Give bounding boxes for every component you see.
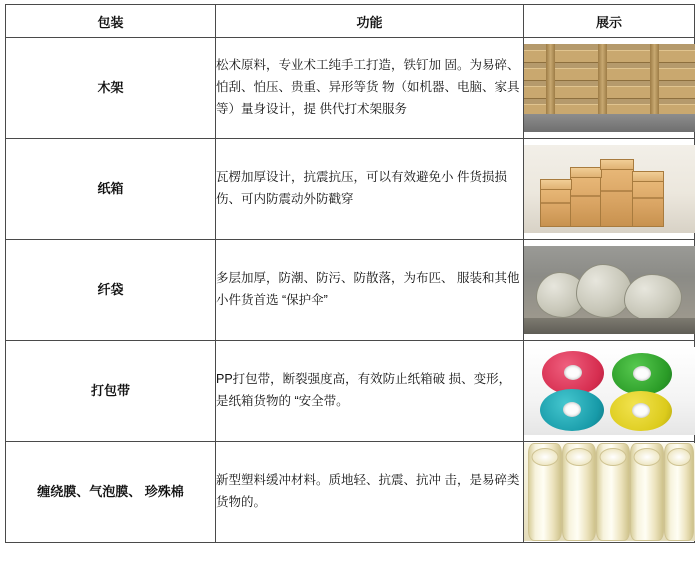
- table-row: [6, 240, 695, 341]
- table-row: [6, 38, 695, 139]
- column-header-display: 展示: [524, 5, 695, 38]
- packaging-display-carton: [524, 139, 695, 240]
- table-header-row: [6, 5, 695, 38]
- packaging-function-woven-bag: 多层加厚，防潮、防污、防散落，为布匹、 服装和其他小件货首选 “保护伞”: [216, 240, 524, 341]
- packaging-name-wood-crate: 木架: [6, 38, 216, 139]
- packaging-name-carton: 纸箱: [6, 139, 216, 240]
- packaging-name-pp-strap: 打包带: [6, 341, 216, 442]
- packaging-function-carton: 瓦楞加厚设计，抗震抗压，可以有效避免小 件货损损伤、可内防震动外防戳穿: [216, 139, 524, 240]
- table-row: [6, 139, 695, 240]
- carton-box-photo: [524, 145, 695, 233]
- table-header: [6, 5, 695, 38]
- packaging-display-woven-bag: [524, 240, 695, 341]
- packaging-function-pp-strap: PP打包带，断裂强度高，有效防止纸箱破 损、变形，是纸箱货物的 “安全带。: [216, 341, 524, 442]
- column-header-packaging: 包装: [6, 5, 216, 38]
- wooden-crate-photo: [524, 44, 695, 132]
- table-body: [6, 38, 695, 543]
- packaging-function-stretch-film: 新型塑料缓冲材料。质地轻、抗震、抗冲 击，是易碎类货物的。: [216, 442, 524, 543]
- stretch-film-roll-photo: [524, 443, 695, 541]
- packaging-display-pp-strap: [524, 341, 695, 442]
- packaging-display-stretch-film: [524, 442, 695, 543]
- column-header-function: 功能: [216, 5, 524, 38]
- packaging-table: [5, 4, 695, 543]
- packaging-function-wood-crate: 松术原料，专业术工纯手工打造，铁钉加 固。为易碎、怕刮、怕压、贵重、异形等货 物（如机器、电脑、家具等）量身设计，提 供代打术架服务: [216, 38, 524, 139]
- table-row: [6, 341, 695, 442]
- pp-strapping-roll-photo: [524, 347, 695, 435]
- woven-bag-photo: [524, 246, 695, 334]
- table-row: [6, 442, 695, 543]
- packaging-name-stretch-film: 缠绕膜、气泡膜、 珍殊棉: [6, 442, 216, 543]
- packaging-display-wood-crate: [524, 38, 695, 139]
- packaging-name-woven-bag: 纤袋: [6, 240, 216, 341]
